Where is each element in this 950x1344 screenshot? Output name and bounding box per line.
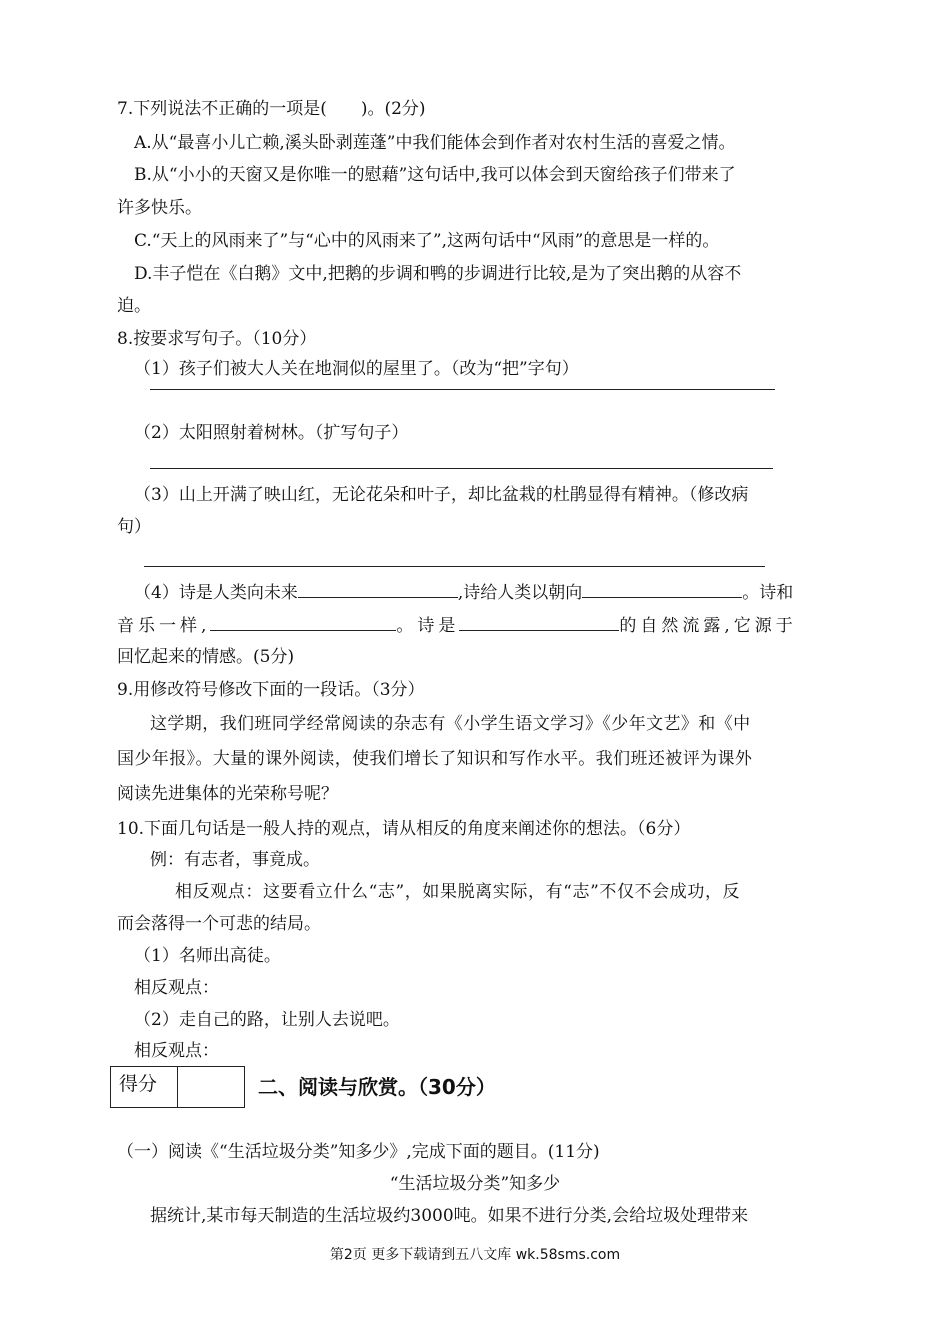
q8-sentence-3-cont: 句） [117, 517, 151, 537]
score-box [110, 1066, 245, 1108]
q8-s4-part2: ,诗给人类以朝向 [457, 583, 583, 603]
q8-s4-part3: 。诗和 [742, 583, 794, 603]
q7-stem: 7.下列说法不正确的一项是( )。(2分) [117, 99, 426, 119]
q8-s4-part4: 音乐一样, [117, 616, 211, 636]
passage-title: “生活垃圾分类”知多少 [389, 1174, 561, 1194]
q8-s4-part6: 的自然流露,它源于 [619, 616, 797, 636]
q10-item-2-view: 相反观点： [134, 1041, 219, 1061]
q10-stem: 10.下面几句话是一般人持的观点，请从相反的角度来阐述你的想法。（6分） [117, 819, 691, 839]
q7-option-b: B.从“小小的天窗又是你唯一的慰藉”这句话中,我可以体会到天窗给孩子们带来了 [134, 165, 736, 185]
q10-item-1: （1）名师出高徒。 [134, 946, 281, 966]
section-2-title: 二、阅读与欣赏。（30分） [258, 1075, 496, 1099]
q10-item-1-view: 相反观点： [134, 978, 219, 998]
fill-blank-3[interactable] [210, 612, 396, 631]
q10-example-view: 相反观点：这要看立什么“志”，如果脱离实际，有“志”不仅不会成功，反 [175, 882, 741, 902]
q8-sentence-4 [134, 579, 793, 605]
q9-paragraph-line-3: 阅读先进集体的光荣称号呢？ [117, 784, 338, 804]
passage-paragraph-1: 据统计,某市每天制造的生活垃圾约3000吨。如果不进行分类,会给垃圾处理带来 [150, 1206, 749, 1226]
q7-option-a: A.从“最喜小儿亡赖,溪头卧剥莲蓬”中我们能体会到作者对农村生活的喜爱之情。 [134, 133, 736, 153]
score-input-cell[interactable] [178, 1067, 244, 1107]
q9-paragraph-line-1: 这学期，我们班同学经常阅读的杂志有《小学生语文学习》《少年文艺》和《中 [150, 714, 751, 734]
q10-example-view-cont: 而会落得一个可悲的结局。 [117, 914, 321, 934]
q8-sentence-3: （3）山上开满了映山红，无论花朵和叶子，却比盆栽的杜鹃显得有精神。（修改病 [134, 485, 749, 505]
q10-item-2: （2）走自己的路，让别人去说吧。 [134, 1010, 400, 1030]
q8-sentence-2: （2）太阳照射着树林。（扩写句子） [134, 423, 409, 443]
q8-s4-part5: 。诗是 [396, 616, 460, 636]
q8-s4-part1: （4）诗是人类向未来 [134, 583, 298, 603]
answer-line-2[interactable] [150, 468, 773, 469]
answer-line-3[interactable] [144, 566, 765, 567]
q7-option-d: D.丰子恺在《白鹅》文中,把鹅的步调和鸭的步调进行比较,是为了突出鹅的从容不 [134, 264, 742, 284]
q7-option-c: C.“天上的风雨来了”与“心中的风雨来了”,这两句话中“风雨”的意思是一样的。 [134, 231, 720, 251]
score-label: 得分 [119, 1073, 158, 1095]
q9-stem: 9.用修改符号修改下面的一段话。（3分） [117, 680, 425, 700]
q8-stem: 8.按要求写句子。（10分） [117, 329, 317, 349]
fill-blank-4[interactable] [459, 612, 619, 631]
q8-sentence-1: （1）孩子们被大人关在地洞似的屋里了。（改为“把”字句） [134, 359, 579, 379]
score-label-cell [111, 1067, 178, 1107]
page-footer: 第2页 更多下载请到五八文库 wk.58sms.com [329, 1247, 621, 1263]
answer-line-1[interactable] [150, 389, 775, 390]
reading-intro: （一）阅读《“生活垃圾分类”知多少》,完成下面的题目。(11分) [117, 1142, 600, 1162]
q8-sentence-4-end: 回忆起来的情感。(5分) [117, 647, 295, 667]
q8-sentence-4-cont [117, 612, 797, 638]
fill-blank-2[interactable] [582, 579, 742, 598]
q7-option-b-cont: 许多快乐。 [117, 198, 202, 218]
q7-option-d-cont: 迫。 [117, 296, 151, 316]
q10-example: 例：有志者，事竟成。 [150, 850, 320, 870]
q9-paragraph-line-2: 国少年报》。大量的课外阅读，使我们增长了知识和写作水平。我们班还被评为课外 [117, 749, 753, 769]
fill-blank-1[interactable] [298, 579, 458, 598]
